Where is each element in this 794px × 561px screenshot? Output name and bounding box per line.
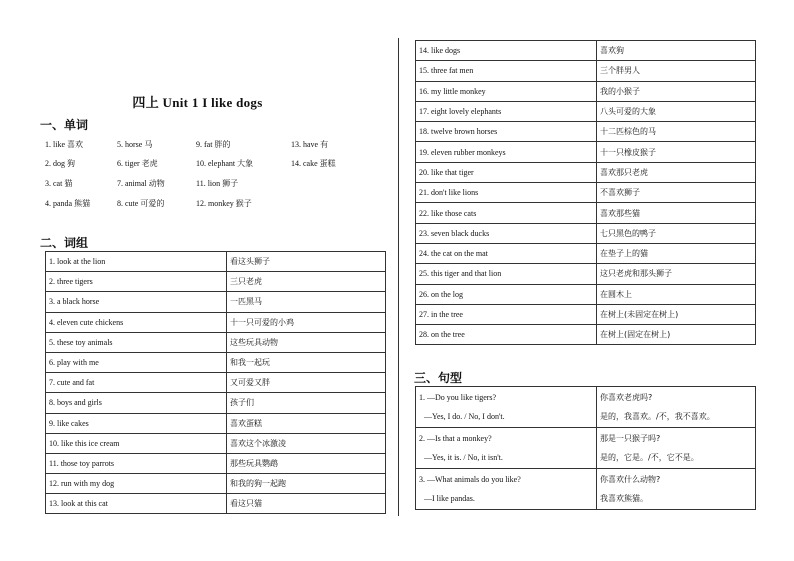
vocab-item: 7. animal 动物 (117, 179, 165, 188)
phrase-chinese: 和我的狗一起跑 (227, 474, 386, 494)
phrase-english: 20. like that tiger (416, 162, 597, 182)
phrase-chinese: 在圆木上 (597, 284, 756, 304)
sentence-english (416, 387, 597, 428)
vocab-item: 9. fat 胖的 (196, 140, 231, 149)
phrase-row (416, 101, 756, 121)
vocab-heading: 一、单词 (40, 118, 89, 132)
phrase-chinese: 三只老虎 (227, 272, 386, 292)
phrase-english: 23. seven black ducks (416, 223, 597, 243)
page-title: 四上 Unit 1 I like dogs (132, 95, 263, 110)
sentence-chinese (597, 428, 756, 469)
phrase-row (46, 252, 386, 272)
phrase-chinese: 那些玩具鹦鹉 (227, 453, 386, 473)
phrase-chinese: 孩子们 (227, 393, 386, 413)
phrase-row (416, 223, 756, 243)
phrase-english: 4. eleven cute chickens (46, 312, 227, 332)
phrase-row (416, 41, 756, 61)
phrase-english: 13. look at this cat (46, 494, 227, 514)
phrase-row (46, 312, 386, 332)
phrase-chinese: 我的小猴子 (597, 81, 756, 101)
phrase-row (416, 264, 756, 284)
vocab-item: 11. lion 狮子 (196, 179, 239, 188)
phrase-english: 9. like cakes (46, 413, 227, 433)
phrase-row (46, 494, 386, 514)
phrase-english: 6. play with me (46, 352, 227, 372)
phrase-chinese: 十一只橡皮猴子 (597, 142, 756, 162)
phrase-chinese: 不喜欢狮子 (597, 183, 756, 203)
sentence-chinese (597, 387, 756, 428)
phrase-english: 17. eight lovely elephants (416, 101, 597, 121)
phrase-english: 27. in the tree (416, 304, 597, 324)
phrase-chinese: 喜欢那些猫 (597, 203, 756, 223)
vocab-item: 5. horse 马 (117, 140, 153, 149)
sentence-question: 3. —What animals do you like? (419, 475, 521, 484)
phrase-chinese: 喜欢狗 (597, 41, 756, 61)
vocab-item: 12. monkey 猴子 (196, 199, 252, 208)
phrase-english: 3. a black horse (46, 292, 227, 312)
phrase-row (46, 453, 386, 473)
phrase-english: 12. run with my dog (46, 474, 227, 494)
phrase-row (416, 183, 756, 203)
phrase-row (416, 304, 756, 324)
phrase-chinese: 喜欢蛋糕 (227, 413, 386, 433)
sentence-question: 1. —Do you like tigers? (419, 393, 497, 402)
phrase-chinese: 十一只可爱的小鸡 (227, 312, 386, 332)
vocab-item: 6. tiger 老虎 (117, 159, 158, 168)
phrase-chinese: 和我一起玩 (227, 352, 386, 372)
vocab-item: 4. panda 熊猫 (45, 199, 91, 208)
phrase-chinese: 在树上(固定在树上) (597, 325, 756, 345)
phrase-chinese: 三个胖男人 (597, 61, 756, 81)
sentence-question: 2. —Is that a monkey? (419, 434, 492, 443)
phrase-english: 19. eleven rubber monkeys (416, 142, 597, 162)
phrase-chinese: 看这只猫 (227, 494, 386, 514)
vocab-item: 1. like 喜欢 (45, 140, 83, 149)
phrase-english: 2. three tigers (46, 272, 227, 292)
vocab-item: 3. cat 猫 (45, 179, 73, 188)
phrase-chinese: 看这头狮子 (227, 252, 386, 272)
sentence-chinese (597, 469, 756, 510)
phrase-row (46, 352, 386, 372)
phrase-row (416, 142, 756, 162)
phrase-chinese: 喜欢这个冰激凌 (227, 433, 386, 453)
phrase-row (46, 332, 386, 352)
phrase-english: 22. like those cats (416, 203, 597, 223)
phrase-row (46, 272, 386, 292)
phrase-english: 15. three fat men (416, 61, 597, 81)
phrase-chinese: 喜欢那只老虎 (597, 162, 756, 182)
sentence-answer: —Yes, it is. / No, it isn't. (424, 453, 503, 462)
sentence-question-zh: 你喜欢什么动物? (600, 475, 661, 484)
phrase-english: 16. my little monkey (416, 81, 597, 101)
sentence-heading: 三、句型 (414, 371, 463, 385)
sentence-table (415, 386, 756, 510)
column-divider (398, 38, 399, 516)
phrase-row (416, 81, 756, 101)
vocab-item: 2. dog 狗 (45, 159, 75, 168)
sentence-english (416, 469, 597, 510)
phrase-english: 5. these toy animals (46, 332, 227, 352)
sentence-question-zh: 你喜欢老虎吗? (600, 393, 653, 402)
phrase-english: 1. look at the lion (46, 252, 227, 272)
phrase-row (416, 325, 756, 345)
phrase-chinese: 这些玩具动物 (227, 332, 386, 352)
vocab-item: 10. elephant 大象 (196, 159, 254, 168)
phrase-english: 28. on the tree (416, 325, 597, 345)
phrase-english: 8. boys and girls (46, 393, 227, 413)
phrase-chinese: 十二匹棕色的马 (597, 122, 756, 142)
sentence-row (416, 469, 756, 510)
phrase-chinese: 又可爱又胖 (227, 373, 386, 393)
sentence-answer-zh: 是的，它是。/不，它不是。 (600, 453, 699, 462)
sentence-answer-zh: 是的，我喜欢。/不，我不喜欢。 (600, 412, 715, 421)
sentence-row (416, 387, 756, 428)
phrase-row (416, 162, 756, 182)
phrase-row (416, 61, 756, 81)
phrase-heading: 二、词组 (40, 236, 89, 250)
phrase-english: 24. the cat on the mat (416, 243, 597, 263)
phrase-chinese: 在树上(未固定在树上) (597, 304, 756, 324)
sentence-answer-zh: 我喜欢熊猫。 (600, 494, 648, 503)
phrase-row (46, 433, 386, 453)
phrase-row (46, 474, 386, 494)
phrase-english: 14. like dogs (416, 41, 597, 61)
vocab-item: 8. cute 可爱的 (117, 199, 165, 208)
phrase-english: 11. those toy parrots (46, 453, 227, 473)
phrase-table-right (415, 40, 756, 345)
phrase-chinese: 一匹黑马 (227, 292, 386, 312)
phrase-english: 25. this tiger and that lion (416, 264, 597, 284)
phrase-chinese: 这只老虎和那头狮子 (597, 264, 756, 284)
phrase-chinese: 在垫子上的猫 (597, 243, 756, 263)
phrase-chinese: 七只黑色的鸭子 (597, 223, 756, 243)
vocab-item: 14. cake 蛋糕 (291, 159, 336, 168)
phrase-row (46, 292, 386, 312)
phrase-row (416, 243, 756, 263)
phrase-chinese: 八头可爱的大象 (597, 101, 756, 121)
phrase-english: 21. don't like lions (416, 183, 597, 203)
phrase-table-left (45, 251, 386, 514)
phrase-english: 26. on the log (416, 284, 597, 304)
sentence-row (416, 428, 756, 469)
phrase-row (416, 203, 756, 223)
sentence-answer: —Yes, I do. / No, I don't. (424, 412, 505, 421)
phrase-row (46, 413, 386, 433)
phrase-english: 10. like this ice cream (46, 433, 227, 453)
phrase-row (46, 373, 386, 393)
sentence-question-zh: 那是一只猴子吗? (600, 434, 661, 443)
sentence-english (416, 428, 597, 469)
vocab-item: 13. have 有 (291, 140, 329, 149)
phrase-row (46, 393, 386, 413)
sentence-answer: —I like pandas. (424, 494, 475, 503)
phrase-english: 7. cute and fat (46, 373, 227, 393)
phrase-row (416, 284, 756, 304)
phrase-english: 18. twelve brown horses (416, 122, 597, 142)
phrase-row (416, 122, 756, 142)
